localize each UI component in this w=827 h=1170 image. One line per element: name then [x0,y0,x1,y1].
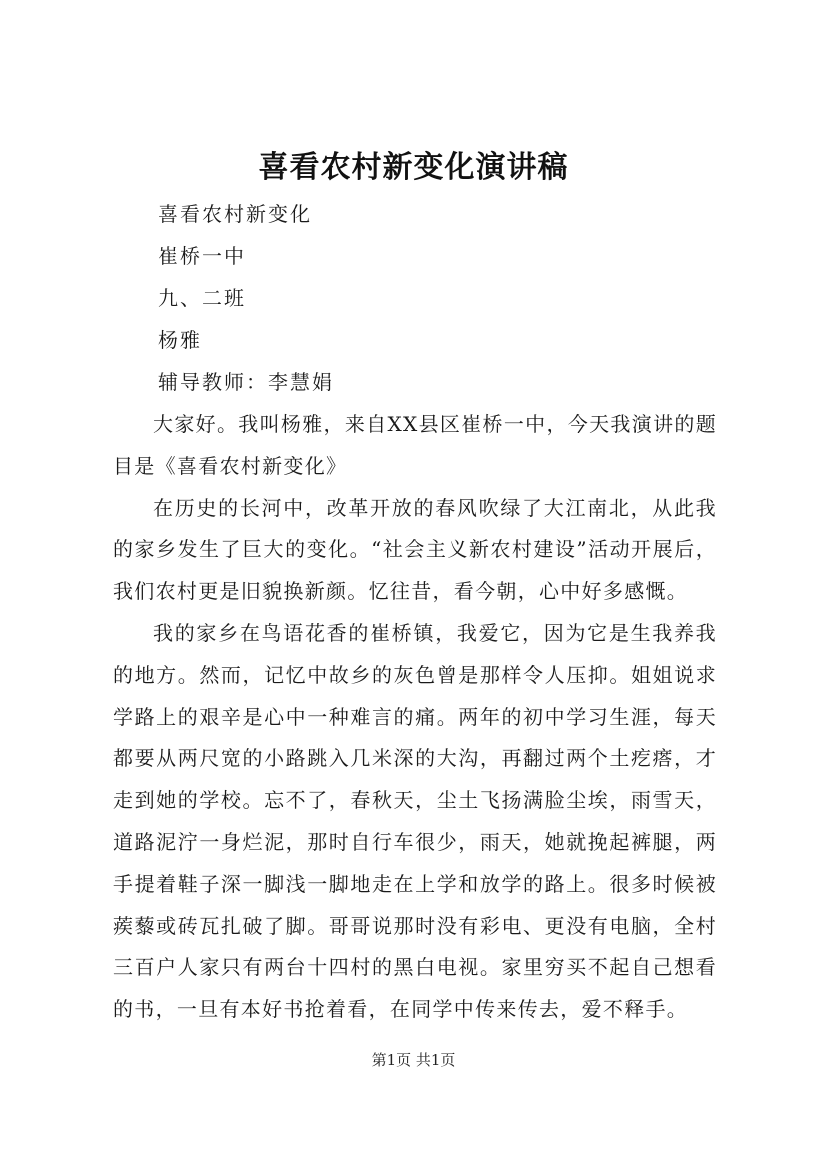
author-line: 杨雅 [158,328,202,352]
school-line: 崔桥一中 [158,244,246,268]
class-line: 九、二班 [158,286,246,310]
paragraph-greeting: 大家好。我叫杨雅，来自XX县区崔桥一中，今天我演讲的题目是《喜看农村新变化》 [113,412,717,478]
speech-topic-line: 喜看农村新变化 [158,202,312,226]
document-title: 喜看农村新变化演讲稿 [258,150,569,185]
speech-body [113,404,717,1031]
page-footer: 第1页 共1页 [371,1051,456,1069]
advisor-line: 辅导教师：李慧娟 [158,370,334,394]
paragraph-history: 在历史的长河中，改革开放的春风吹绿了大江南北，从此我的家乡发生了巨大的变化。“社会主义新农村建设”活动开展后，我们农村更是旧貌换新颜。忆往昔，看今朝，心中好多感慨。 [113,495,717,604]
paragraph-memories: 我的家乡在鸟语花香的崔桥镇，我爱它，因为它是生我养我的地方。然而，记忆中故乡的灰色曾是那样令人压抑。姐姐说求学路上的艰辛是心中一种难言的痛。两年的初中学习生涯，每天都要从两尺宽的小路跳入几米深的大沟，再翻过两个土疙瘩，才走到她的学校。忘不了，春秋天，尘土飞扬满脸尘埃，雨雪天，道路泥泞一身烂泥，那时自行车很少，雨天，她就挽起裤腿，两手提着鞋子深一脚浅一脚地走在上学和放学的路上。很多时候被蒺藜或砖瓦扎破了脚。哥哥说那时没有彩电、更没有电脑，全村三百户人家只有两台十四村的黑白电视。家里穷买不起自己想看的书，一旦有本好书抢着看，在同学中传来传去，爱不释手。 [113,620,717,1022]
